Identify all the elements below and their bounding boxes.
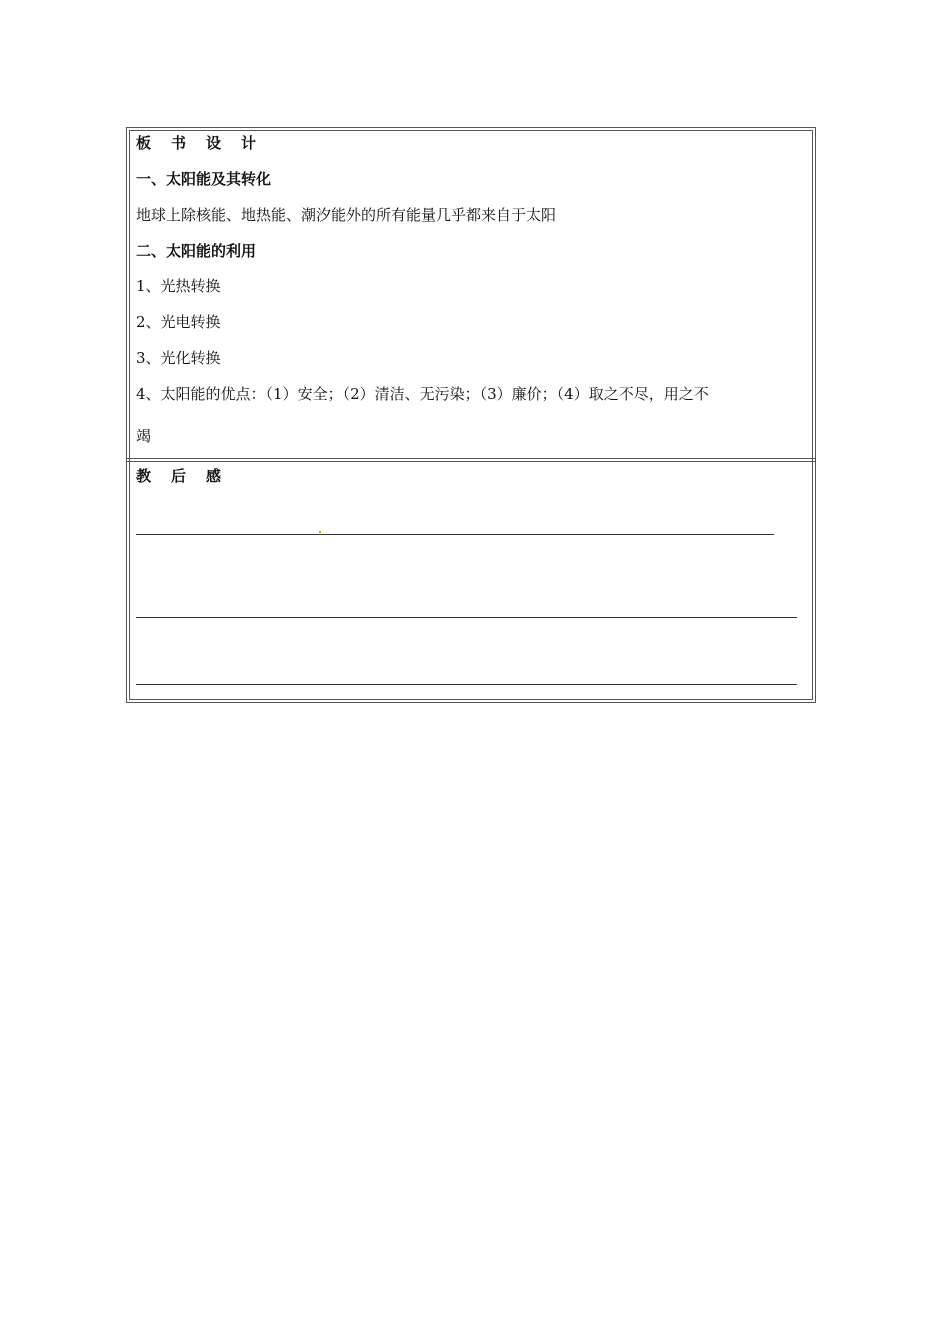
stray-mark [319, 531, 321, 533]
row-divider [127, 458, 815, 459]
writing-line-2 [136, 617, 797, 618]
advantages-line-1: 4、太阳能的优点：（1）安全；（2）清洁、无污染；（3）廉价；（4）取之不尽，用之不 [136, 385, 709, 403]
list-item-light-chemical: 3、光化转换 [136, 349, 221, 367]
section1-title: 一、太阳能及其转化 [136, 170, 272, 188]
row-divider-double [127, 461, 815, 462]
reflection-heading: 教后感 [136, 467, 242, 485]
advantages-line-2: 竭 [136, 427, 152, 445]
section1-text: 地球上除核能、地热能、潮汐能外的所有能量几乎都来自于太阳 [136, 206, 557, 224]
section2-title: 二、太阳能的利用 [136, 242, 257, 260]
writing-line-1 [136, 534, 774, 535]
board-design-heading: 板书设计 [136, 134, 277, 152]
list-item-light-electric: 2、光电转换 [136, 313, 221, 331]
list-item-light-heat: 1、光热转换 [136, 277, 221, 295]
writing-line-3 [136, 684, 797, 685]
